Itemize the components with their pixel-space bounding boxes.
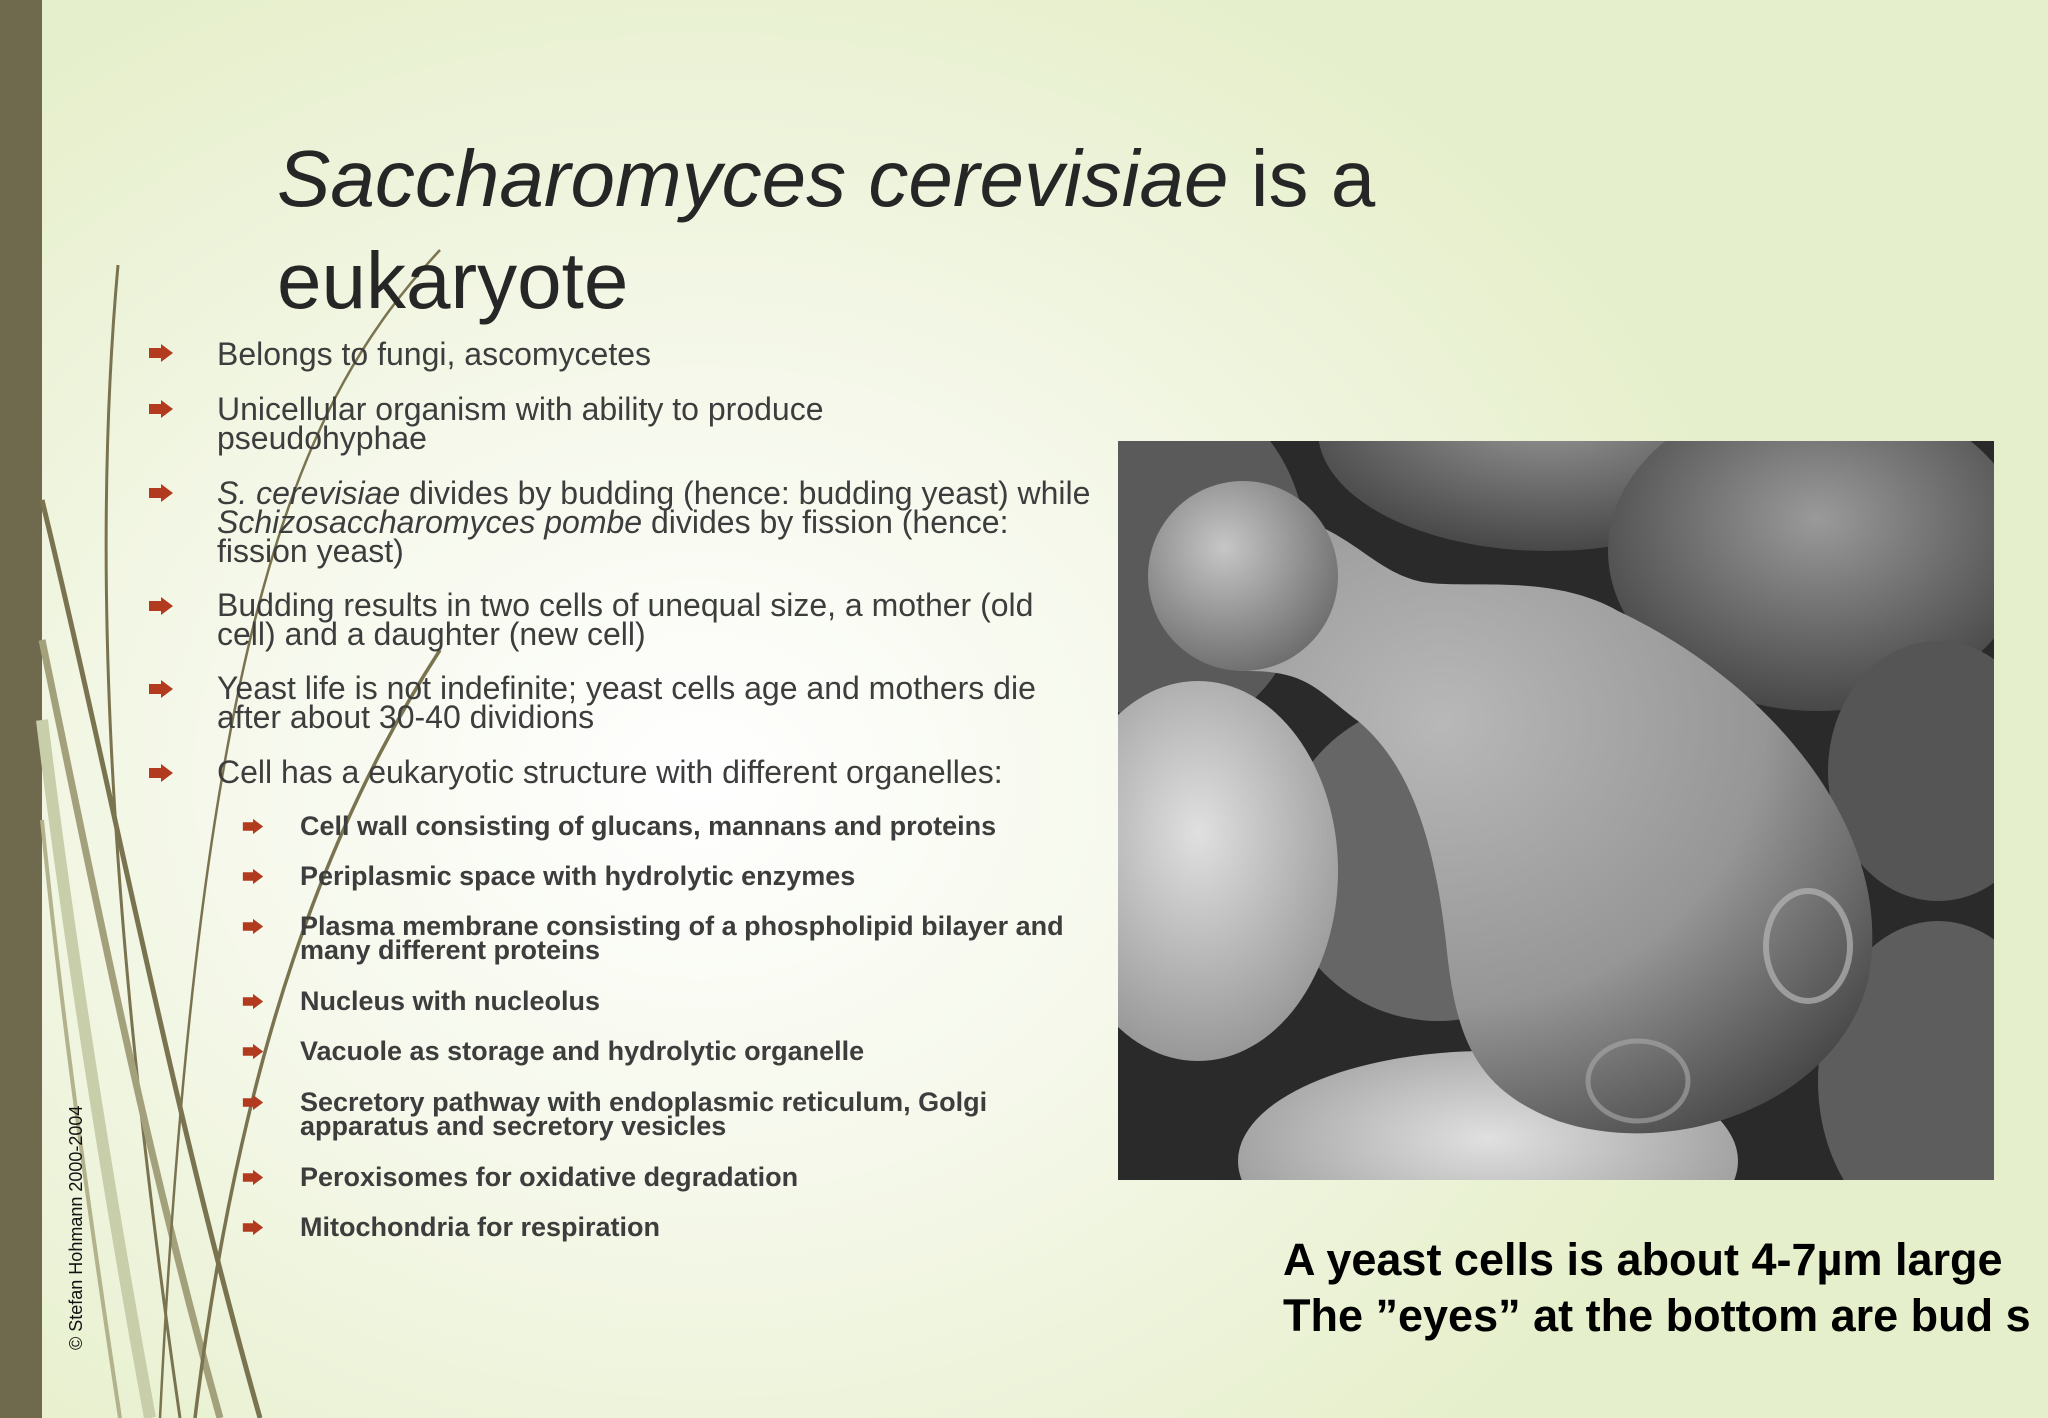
bullet-arrow-icon — [148, 679, 174, 699]
bullet-item: Budding results in two cells of unequal size, a mother (old cell) and a daughter (new cell) — [217, 587, 1034, 652]
bullet-item — [217, 475, 1097, 569]
sub-bullet-arrow-icon — [242, 918, 264, 935]
caption-line-1: A yeast cells is about 4-7µm large — [1283, 1234, 2003, 1285]
sub-bullet-item: Secretory pathway with endoplasmic reticulum, Golgi apparatus and secretory vesicles — [300, 1087, 988, 1141]
species-name: S. cerevisiae — [217, 475, 401, 511]
title-species: Saccharomyces cerevisiae — [277, 134, 1229, 223]
image-caption — [1283, 1232, 2048, 1344]
bullet-arrow-icon — [148, 483, 174, 503]
sub-bullet-arrow-icon — [242, 993, 264, 1010]
bullet-arrow-icon — [148, 343, 174, 363]
sub-bullet-arrow-icon — [242, 1094, 264, 1111]
sub-bullet-arrow-icon — [242, 1169, 264, 1186]
sub-bullet-arrow-icon — [242, 818, 264, 835]
yeast-cell-micrograph — [1118, 441, 1994, 1180]
bullet-item: Unicellular organism with ability to produce pseudohyphae — [217, 391, 824, 456]
sub-bullet-item: Peroxisomes for oxidative degradation — [300, 1162, 799, 1192]
sub-bullet-arrow-icon — [242, 1219, 264, 1236]
sub-bullet-item: Plasma membrane consisting of a phospholipid bilayer and many different proteins — [300, 911, 1064, 965]
sub-bullet-item: Nucleus with nucleolus — [300, 986, 601, 1016]
copyright-text: © Stefan Hohmann 2000-2004 — [66, 1105, 86, 1350]
bullet-item: Cell has a eukaryotic structure with different organelles: — [217, 754, 1003, 790]
page-title — [277, 128, 1577, 332]
sub-bullet-item: Cell wall consisting of glucans, mannans and proteins — [300, 811, 997, 841]
bullet-arrow-icon — [148, 399, 174, 419]
species-name: Schizosaccharomyces pombe — [217, 504, 643, 540]
sub-bullet-item: Mitochondria for respiration — [300, 1212, 661, 1242]
sub-bullet-arrow-icon — [242, 1043, 264, 1060]
sub-bullet-item: Vacuole as storage and hydrolytic organelle — [300, 1036, 865, 1066]
bullet-text: divides by budding (hence: budding yeast) while — [400, 475, 1091, 511]
bullet-arrow-icon — [148, 596, 174, 616]
bullet-item: Yeast life is not indefinite; yeast cells age and mothers die after about 30-40 dividions — [217, 670, 1036, 735]
bullet-item: Belongs to fungi, ascomycetes — [217, 336, 652, 372]
bullet-arrow-icon — [148, 763, 174, 783]
bullet-text: divides by fission (hence: fission yeast) — [217, 504, 1009, 569]
title-rest: is a eukaryote — [277, 134, 1376, 325]
sub-bullet-item: Periplasmic space with hydrolytic enzymes — [300, 861, 856, 891]
caption-line-2: The ”eyes” at the bottom are bud s — [1283, 1290, 2031, 1341]
sub-bullet-arrow-icon — [242, 868, 264, 885]
